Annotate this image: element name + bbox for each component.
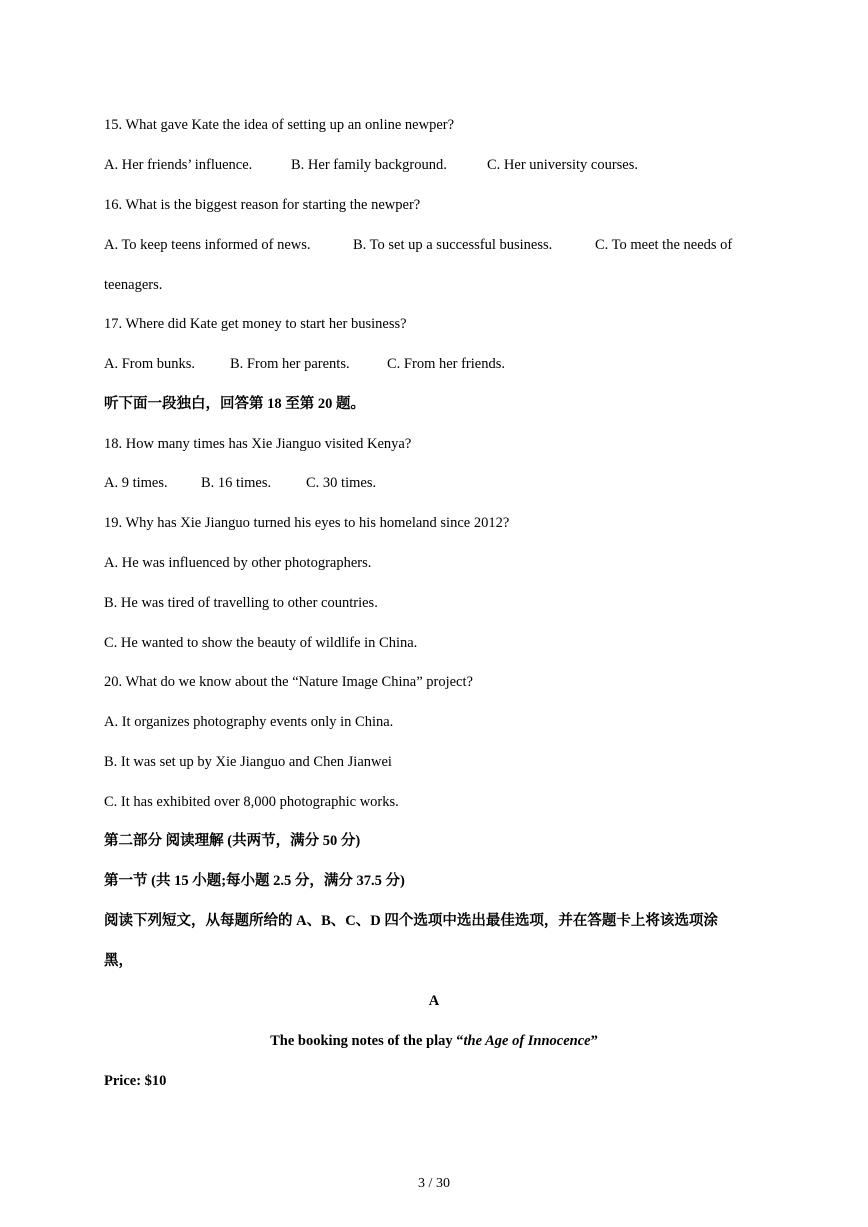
question-17-stem: 17. Where did Kate get money to start her business? bbox=[104, 316, 407, 332]
question-17-option-c: C. From her friends. bbox=[387, 356, 505, 372]
question-15-option-a: A. Her friends’ influence. bbox=[104, 157, 253, 173]
question-15-option-c: C. Her university courses. bbox=[487, 157, 639, 173]
question-17-option-b: B. From her parents. bbox=[230, 356, 350, 372]
listening-instruction-18-20: 听下面一段独白，回答第 18 至第 20 题。 bbox=[104, 396, 365, 412]
total-pages: 30 bbox=[435, 1176, 450, 1191]
passage-title-suffix: ” bbox=[590, 1033, 598, 1049]
question-18-option-a: A. 9 times. bbox=[104, 475, 168, 491]
question-18-options bbox=[104, 474, 804, 492]
question-19-option-c: C. He wanted to show the beauty of wildlife in China. bbox=[104, 635, 418, 651]
passage-title-prefix: The booking notes of the play “ bbox=[270, 1033, 464, 1049]
passage-title bbox=[0, 1032, 868, 1050]
question-15-option-b: B. Her family background. bbox=[291, 157, 447, 173]
price-label: Price: $10 bbox=[104, 1073, 167, 1089]
passage-letter: A bbox=[428, 993, 440, 1009]
question-18-option-c: C. 30 times. bbox=[306, 475, 377, 491]
part-2-heading: 第二部分 阅读理解 (共两节，满分 50 分) bbox=[104, 833, 361, 849]
question-19-stem: 19. Why has Xie Jianguo turned his eyes to his homeland since 2012? bbox=[104, 515, 510, 531]
question-16-options bbox=[104, 236, 804, 254]
question-16-option-b: B. To set up a successful business. bbox=[353, 237, 553, 253]
reading-instruction: 阅读下列短文，从每题所给的 A、B、C、D 四个选项中选出最佳选项，并在答题卡上将该选项涂 bbox=[104, 913, 718, 929]
page-number: 3 / 30 bbox=[418, 1176, 450, 1191]
question-15-stem: 15. What gave Kate the idea of setting up an online newper? bbox=[104, 117, 455, 133]
question-19-option-b: B. He was tired of travelling to other countries. bbox=[104, 595, 378, 611]
question-19-option-a: A. He was influenced by other photographers. bbox=[104, 555, 372, 571]
section-1-heading: 第一节 (共 15 小题;每小题 2.5 分，满分 37.5 分) bbox=[104, 873, 405, 889]
question-20-option-c: C. It has exhibited over 8,000 photographic works. bbox=[104, 794, 399, 810]
question-16-stem: 16. What is the biggest reason for starting the newper? bbox=[104, 197, 421, 213]
reading-instruction-continued: 黑， bbox=[104, 953, 133, 969]
current-page: 3 bbox=[418, 1176, 426, 1191]
question-20-option-a: A. It organizes photography events only in China. bbox=[104, 714, 394, 730]
question-16-option-c: C. To meet the needs of bbox=[595, 237, 733, 253]
question-20-stem: 20. What do we know about the “Nature Image China” project? bbox=[104, 674, 473, 690]
question-18-option-b: B. 16 times. bbox=[201, 475, 272, 491]
question-16-option-a: A. To keep teens informed of news. bbox=[104, 237, 311, 253]
question-16-option-c-continued: teenagers. bbox=[104, 277, 163, 293]
question-18-stem: 18. How many times has Xie Jianguo visited Kenya? bbox=[104, 436, 412, 452]
passage-title-italic: the Age of Innocence bbox=[463, 1033, 591, 1049]
question-17-option-a: A. From bunks. bbox=[104, 356, 196, 372]
question-17-options bbox=[104, 355, 804, 373]
question-15-options bbox=[104, 156, 804, 174]
question-20-option-b: B. It was set up by Xie Jianguo and Chen Jianwei bbox=[104, 754, 392, 770]
